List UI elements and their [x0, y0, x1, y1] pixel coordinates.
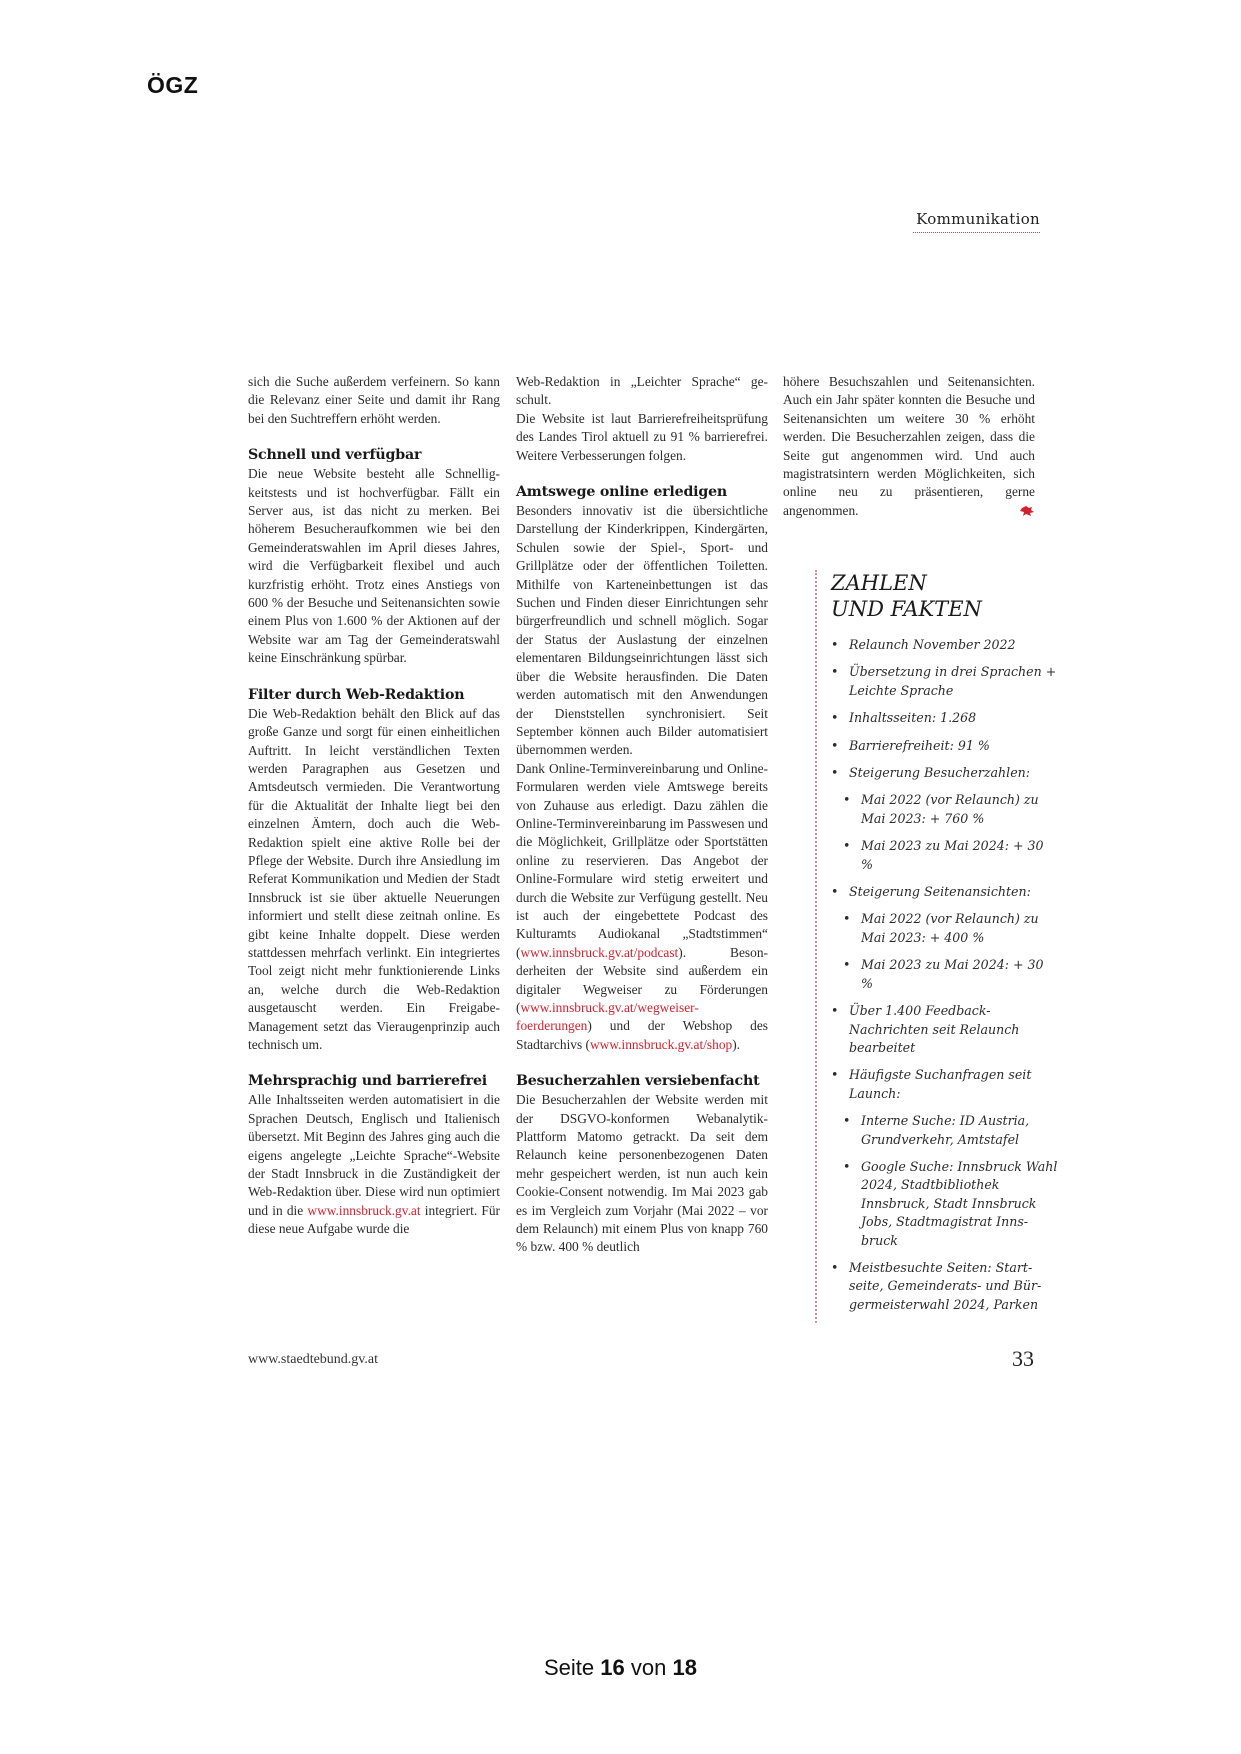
article-column-1	[248, 373, 500, 1239]
fact-subitem: • Mai 2023 zu Mai 2024: + 30 %	[831, 837, 1059, 874]
shop-link[interactable]: www.innsbruck.gv.at/shop	[590, 1036, 733, 1052]
footer-url[interactable]: www.staedtebund.gv.at	[248, 1352, 378, 1367]
section-heading: Amtswege online erledigen	[516, 484, 728, 501]
paragraph: Web-Redaktion in „Leichter Sprache“ geschult.	[516, 374, 768, 408]
total-pages: 18	[672, 1655, 697, 1680]
section-heading: Mehrsprachig und barrierefrei	[248, 1073, 487, 1090]
paragraph: sich die Suche außerdem verfeinern. So kann die Relevanz einer Seite und damit ihr Rang bei den Suchtreffern erhöht werden.	[248, 374, 500, 426]
text: ). Besonderheiten der Website sind außerdem ein digitaler Wegweiser zu Förderungen (	[516, 944, 768, 1015]
section-heading: Filter durch Web-Redaktion	[248, 686, 465, 703]
section-heading: Schnell und verfügbar	[248, 447, 422, 464]
current-page: 16	[600, 1655, 625, 1680]
text: höhere Besuchszahlen und Seitenansichten. Auch ein Jahr später konnten die Besuche und Seitenansichten um weitere 30 % erhöht werden. Die Besucherzahlen zeigen, dass die Seite gut angenommen wird. Und auch magistratsintern werden Möglichkeiten, sich online neu zu präsentieren, gerne angenommen.	[783, 374, 1035, 518]
article-column-2	[516, 373, 768, 1257]
fact-item: • Inhaltsseiten: 1.268	[831, 709, 1059, 727]
paragraph: Die Website ist laut Barrierefreiheitsprüfung des Landes Tirol aktuell zu 91 % barrierefrei. Weitere Verbesserungen folgen.	[516, 410, 768, 463]
page-indicator-prefix: Seite	[544, 1655, 595, 1680]
fact-item: • Übersetzung in drei Sprachen + Leichte Sprache	[831, 663, 1059, 700]
paragraph: Besonders innovativ ist die übersichtliche Darstellung der Kinderkrippen, Kindergärten, Schulen sowie der Spiel-, Sport- und Grillplätze oder der öffentlichen Toiletten. Mithilfe von Karteneinbettungen ist das Suchen und Finden dieser Einrichtungen sehr bürgerfreundlich und schnell möglich. Sogar der Status der Auslastung der einzelnen elementaren Bildungseinrichtungen lässt sich über die Website herausfinden. Die Daten werden automatisch mit den Anwendungen der Dienststellen synchronisiert. Seit September können auch Bilder automatisiert übernommen werden.	[516, 503, 768, 758]
pdf-page-indicator	[0, 1655, 1241, 1681]
publication-logo: ÖGZ	[147, 72, 199, 98]
paragraph: Die neue Website besteht alle Schnelligkeitstests und ist hochverfügbar. Fällt ein Server aus, ist das nicht zu merken. Bei höherem Besucheraufkommen wie bei den Gemeinderatswahlen im April dieses Jahres, wird die Verfügbarkeit flexibel und auch kurzfristig erhöht. Trotz eines Anstiegs von 600 % der Besuche und Seitenansichten sowie einem Plus von 1.600 % der Aktionen auf der Website war am Tag der Gemeinderatswahl keine Einschränkung spürbar.	[248, 466, 500, 666]
text: ) und der Webshop des Stadtarchivs (	[516, 1018, 768, 1052]
fact-subitem: • Mai 2022 (vor Relaunch) zu Mai 2023: + 760 %	[831, 791, 1059, 828]
facts-box	[815, 570, 1059, 1323]
podcast-link[interactable]: www.innsbruck.gv.at/podcast	[520, 944, 679, 960]
paragraph	[248, 1091, 500, 1238]
innsbruck-link[interactable]: www.innsbruck.gv.at	[307, 1202, 421, 1218]
paragraph: Die Web-Redaktion behält den Blick auf das große Ganze und sorgt für einen einheitlichen Auftritt. In leicht verständlichen Texten werden Paragraphen aus Gesetzen und Amtsdeutsch vermieden. Die Verantwortung für die Aktualität der Inhalte liegt bei den einzelnen Ämtern, doch auch die Web-Redaktion spielt eine aktive Rolle bei der Pflege der Website. Durch ihre Ansiedlung im Referat Kommunikation und Medien der Stadt Innsbruck ist sie über aktuelle Neuerungen informiert und stellt diese zeitnah online. Es gibt keine Inhalte doppelt. Diese werden stattdessen mehrfach verlinkt. Ein integriertes Tool zeigt nicht mehr funktionierende Links an, welche durch die Web-Redaktion ausgetauscht werden. Ein Freigabe-Management setzt das Vieraugenprinzip auch technisch um.	[248, 705, 500, 1052]
section-heading: Besucherzahlen versiebenfacht	[516, 1073, 760, 1090]
fact-item: • Relaunch November 2022	[831, 636, 1059, 654]
section-label: Kommunikation	[913, 210, 1040, 233]
fact-subitem: • Google Suche: Innsbruck Wahl 2024, Stadtbibliothek Innsbruck, Stadt Innsbruck Jobs, Stadtmagistrat Innsbruck	[831, 1158, 1059, 1250]
fact-item: • Meistbesuchte Seiten: Startseite, Gemeinderats- und Bürgermeisterwahl 2024, Parken	[831, 1259, 1059, 1314]
facts-title-line: UND FAKTEN	[831, 597, 982, 621]
page-indicator-middle: von	[630, 1655, 667, 1680]
facts-title-line: ZAHLEN	[831, 571, 927, 595]
wegweiser-link[interactable]: www.innsbruck.gv.at/wegweiser-foerderungen	[516, 1000, 699, 1034]
text: Alle Inhaltsseiten werden automatisiert in die Sprachen Deutsch, Englisch und Italienisch übersetzt. Mit Beginn des Jahres ging auch die eigens angelegte „Leichte Sprache“-Website der Stadt Innsbruck in die Zuständigkeit der Web-Redaktion über. Diese wird nun optimiert und in die	[248, 1092, 500, 1218]
text: Dank Online-Terminvereinbarung und Online-Formularen werden viele Amtswege bereits von Zuhause aus erledigt. Dazu zählen die Online-Terminvereinbarung im Passwesen und die Möglichkeit, Grillplätze oder Sportstätten online zu reservieren. Das Angebot der Online-Formulare wird stetig erweitert und durch die Website zur Verfügung gestellt. Neu ist auch der eingebettete Podcast des Kulturamts Audiokanal „Stadtstimmen“ (	[516, 760, 768, 960]
fact-item: • Häufigste Suchanfragen seit Launch:	[831, 1066, 1059, 1103]
paragraph	[783, 373, 1035, 520]
fact-item: • Steigerung Seitenansichten:	[831, 883, 1059, 901]
facts-title	[831, 570, 1059, 622]
fact-item: • Über 1.400 Feedback-Nachrichten seit Relaunch bearbeitet	[831, 1002, 1059, 1057]
paragraph: Die Besucherzahlen der Website werden mit der DSGVO-konformen Webanalytik-Plattform Matomo getrackt. Da seit dem Relaunch keine personenbezogenen Daten mehr gespeichert werden, ist nun auch kein Cookie-Consent notwendig. Im Mai 2023 gab es im Vergleich zum Vorjahr (Mai 2022 – vor dem Relaunch) mit einem Plus von knapp 760 % bzw. 400 % deutlich	[516, 1092, 768, 1255]
text: ).	[732, 1036, 741, 1052]
fact-item: • Steigerung Besucherzahlen:	[831, 764, 1059, 782]
fact-item: • Barrierefreiheit: 91 %	[831, 737, 1059, 755]
fact-subitem: • Interne Suche: ID Austria, Grundverkehr, Amtstafel	[831, 1112, 1059, 1149]
article-column-3	[783, 373, 1035, 520]
end-mark-icon	[1019, 505, 1035, 517]
page-number: 33	[1012, 1346, 1034, 1371]
text: integriert. Für diese neue Aufgabe wurde die	[248, 1202, 500, 1237]
fact-subitem: • Mai 2023 zu Mai 2024: + 30 %	[831, 956, 1059, 993]
fact-subitem: • Mai 2022 (vor Relaunch) zu Mai 2023: + 400 %	[831, 910, 1059, 947]
facts-list	[831, 636, 1059, 1314]
paragraph	[516, 760, 768, 1055]
